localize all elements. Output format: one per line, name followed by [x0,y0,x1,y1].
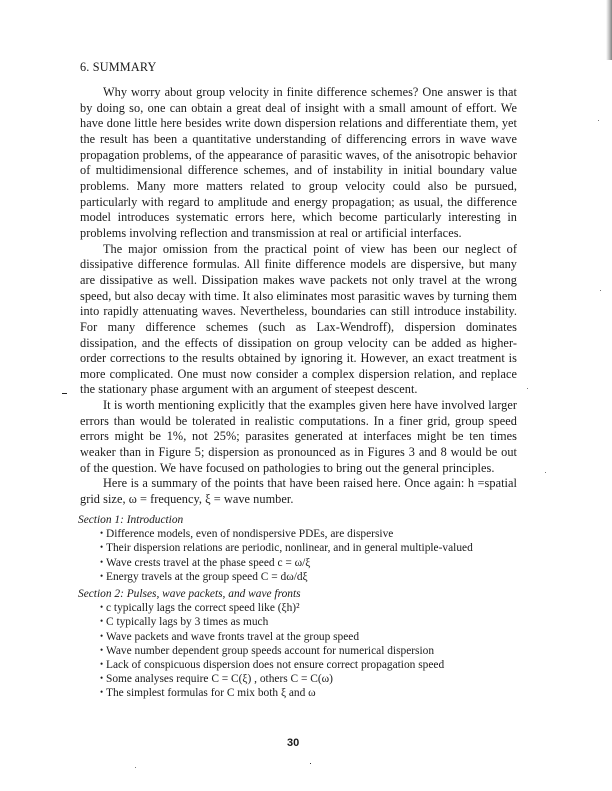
bullet-icon: • [100,659,104,670]
summary-sections [78,514,538,701]
bullet-text: Energy travels at the group speed C = dω/dξ [106,570,308,583]
bullet-text: C typically lags by 3 times as much [106,616,269,629]
bullet-item [100,630,538,644]
scan-speck [545,472,546,473]
scan-speck [310,763,311,764]
bullet-item [100,615,538,629]
bullet-icon: • [100,528,104,539]
section-block-2 [78,588,538,701]
bullet-text: Some analyses require C = C(ξ) , others C = C(ω) [106,673,333,686]
bullet-icon: • [100,687,104,698]
bullet-text: Wave packets and wave fronts travel at the group speed [106,630,360,643]
bullet-list [78,527,538,584]
bullet-item [100,686,538,700]
page-number: 30 [287,737,300,749]
bullet-text: The simplest formulas for C mix both ξ and ω [106,687,316,700]
bullet-item [100,570,538,584]
bullet-item [100,644,538,658]
bullet-icon: • [100,673,104,684]
paragraph: Here is a summary of the points that have been raised here. Once again: h =spatial grid size, ω = frequency, ξ = wave number. [80,476,517,507]
scan-speck [527,388,528,389]
bullet-item [100,527,538,541]
scan-speck [600,290,601,291]
scan-speck [598,120,599,121]
bullet-text: Wave number dependent group speeds account for numerical dispersion [106,644,435,657]
bullet-item [100,658,538,672]
bullet-icon: • [100,644,104,655]
bullet-text: Lack of conspicuous dispersion does not ensure correct propagation speed [106,659,445,672]
section-title: Section 2: Pulses, wave packets, and wave fronts [78,588,301,601]
bullet-icon: • [100,616,104,627]
bullet-icon: • [100,630,104,641]
bullet-item [100,672,538,686]
bullet-text: c typically lags the correct speed like (ξh)² [106,602,300,615]
scan-speck [135,767,136,768]
section-title: Section 1: Introduction [78,514,184,526]
bullet-item [100,556,538,570]
summary-body [80,85,517,508]
bullet-list [78,601,538,700]
paragraph: The major omission from the practical point of view has been our neglect of dissipative difference formulas. All finite difference models are dispersive, but many are dissipative as well. Dissipation makes wave packets not only travel at the wrong speed, but also decay with time. It also eliminates most parasitic waves by turning them into rapidly attenuating waves. Nevertheless, boundaries can still introduce instability. For many difference schemes (such as Lax-Wendroff), dispersion dominates dissipation, and the effects of dissipation on group velocity can be added as higher-order corrections to the results obtained by ignoring it. However, an exact treatment is more complicated. One must now consider a complex dispersion relation, and replace the stationary phase argument with an argument of steepest descent. [80,241,517,397]
section-heading: 6. SUMMARY [80,60,157,74]
bullet-text: Wave crests travel at the phase speed c = ω/ξ [106,556,311,569]
bullet-text: Difference models, even of nondispersive PDEs, are dispersive [106,528,394,541]
paragraph: It is worth mentioning explicitly that the examples given here have involved larger errors than would be tolerated in realistic computations. In a finer grid, group speed errors might be 1%, not 25%; parasites generated at interfaces might be ten times weaker than in Figure 5; dispersion as pronounced as in Figures 3 and 8 would be out of the question. We have focused on pathologies to bring out the general principles. [80,398,517,475]
paragraph: Why worry about group velocity in finite difference schemes? One answer is that by doing so, one can obtain a great deal of insight with a small amount of effort. We have done little here besides write down dispersion relations and differentiate them, yet the result has been a quantitative understanding of differencing errors in wave wave propagation problems, of the appearance of parasitic waves, of the anisotropic behavior of multidimensional difference schemes, and of instability in initial boundary value problems. Many more matters related to group velocity could also be pursued, particularly with regard to amplitude and energy propagation; as usual, the difference model introduces systematic errors here, which become particularly interesting in problems involving reflection and transmission at real or artificial interfaces. [80,85,517,240]
bullet-icon: • [100,556,104,567]
margin-mark [62,393,67,394]
bullet-item [100,601,538,615]
section-block-1 [78,514,538,584]
scan-edge-shadow [606,0,612,60]
bullet-icon: • [100,570,104,581]
bullet-text: Their dispersion relations are periodic, nonlinear, and in general multiple-valued [106,542,473,555]
bullet-item [100,541,538,555]
bullet-icon: • [100,602,104,613]
bullet-icon: • [100,542,104,553]
